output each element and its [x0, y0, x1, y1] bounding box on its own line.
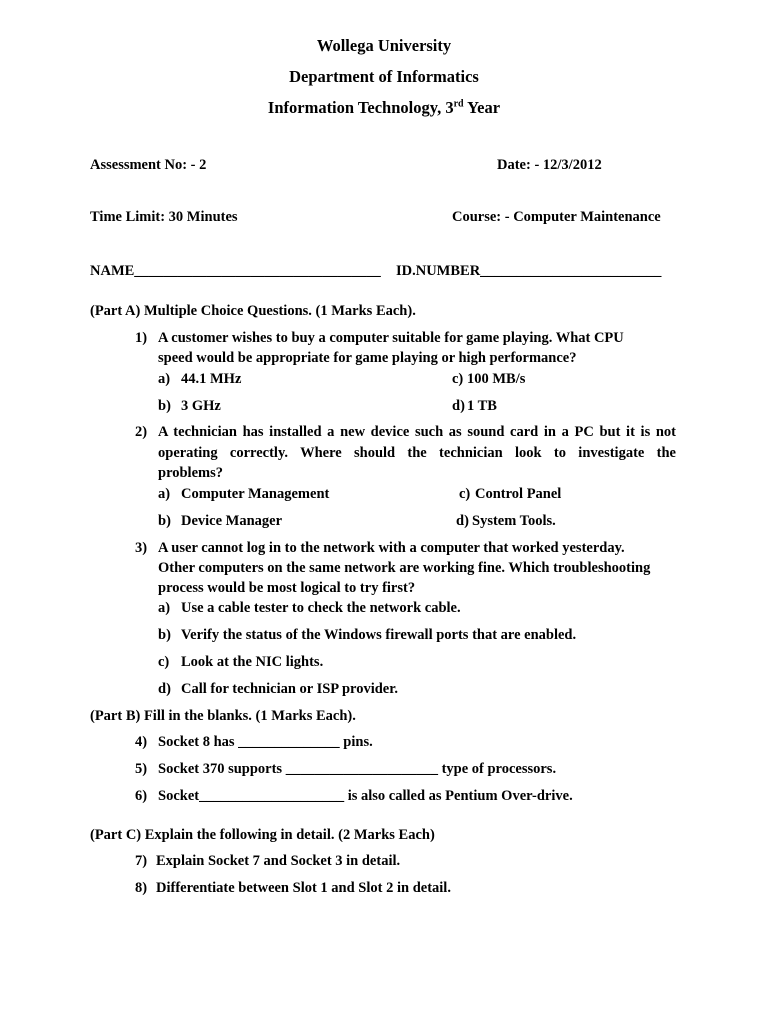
question-text: Socket____________________ is also called as Pentium Over-drive.: [158, 788, 573, 804]
option-text: Control Panel: [475, 486, 562, 502]
assessment-date: Date: - 12/3/2012: [497, 157, 602, 173]
question-text: Socket 370 supports _____________________ type of processors.: [158, 761, 557, 777]
option-letter: a): [158, 600, 171, 616]
part-a-heading: (Part A) Multiple Choice Questions. (1 Marks Each).: [90, 303, 416, 319]
option-text: 3 GHz: [181, 398, 221, 414]
option-letter: c): [158, 654, 170, 670]
question-number: 2): [135, 424, 148, 440]
department-title: Department of Informatics: [289, 67, 479, 86]
option-letter: b): [158, 513, 171, 529]
option-text: Use a cable tester to check the network cable.: [181, 600, 461, 616]
option-text: System Tools.: [472, 513, 556, 529]
time-limit: Time Limit: 30 Minutes: [90, 209, 238, 225]
option-letter: c): [452, 371, 464, 387]
course-name: Course: - Computer Maintenance: [452, 209, 661, 225]
program-suffix: Year: [463, 98, 501, 117]
program-title: [0, 98, 768, 118]
option-letter: c): [459, 486, 471, 502]
question-text: Explain Socket 7 and Socket 3 in detail.: [156, 853, 401, 869]
option-text: Call for technician or ISP provider.: [181, 681, 398, 697]
option-letter: d): [158, 681, 171, 697]
option-text: 1 TB: [467, 398, 497, 414]
question-number: 6): [135, 788, 148, 804]
university-title: Wollega University: [316, 36, 452, 55]
question-text: A technician has installed a new device such as sound card in a PC but it is not: [158, 424, 676, 440]
question-text: Socket 8 has ______________ pins.: [158, 734, 373, 750]
question-text: Differentiate between Slot 1 and Slot 2 in detail.: [156, 880, 451, 896]
program-prefix: Information Technology, 3: [267, 98, 454, 117]
question-text: process would be most logical to try first?: [158, 580, 416, 596]
option-letter: b): [158, 398, 171, 414]
question-text: A customer wishes to buy a computer suitable for game playing. What CPU: [158, 330, 624, 346]
option-letter: b): [158, 627, 171, 643]
question-text: speed would be appropriate for game playing or high performance?: [158, 350, 577, 366]
option-text: 100 MB/s: [467, 371, 526, 387]
option-text: Verify the status of the Windows firewall ports that are enabled.: [181, 627, 577, 643]
option-letter: d): [456, 513, 469, 529]
name-field: NAME__________________________________: [90, 263, 381, 279]
question-number: 3): [135, 540, 148, 556]
option-text: 44.1 MHz: [181, 371, 242, 387]
program-superscript: rd: [453, 98, 464, 110]
option-letter: a): [158, 371, 171, 387]
question-number: 5): [135, 761, 148, 777]
option-letter: a): [158, 486, 171, 502]
option-letter: d): [452, 398, 465, 414]
question-number: 7): [135, 853, 148, 869]
question-text: A user cannot log in to the network with a computer that worked yesterday.: [158, 540, 625, 556]
part-b-heading: (Part B) Fill in the blanks. (1 Marks Each).: [90, 708, 356, 724]
question-number: 1): [135, 330, 148, 346]
question-text: problems?: [158, 465, 223, 481]
question-text: operating correctly. Where should the technician look to investigate the: [158, 445, 676, 461]
question-number: 4): [135, 734, 148, 750]
option-text: Device Manager: [181, 513, 283, 529]
question-text: Other computers on the same network are working fine. Which troubleshooting: [158, 560, 651, 576]
assessment-number: Assessment No: - 2: [90, 157, 207, 173]
question-number: 8): [135, 880, 148, 896]
option-text: Computer Management: [181, 486, 330, 502]
id-number-field: ID.NUMBER_________________________: [396, 263, 662, 279]
option-text: Look at the NIC lights.: [181, 654, 324, 670]
part-c-heading: (Part C) Explain the following in detail. (2 Marks Each): [90, 827, 435, 843]
